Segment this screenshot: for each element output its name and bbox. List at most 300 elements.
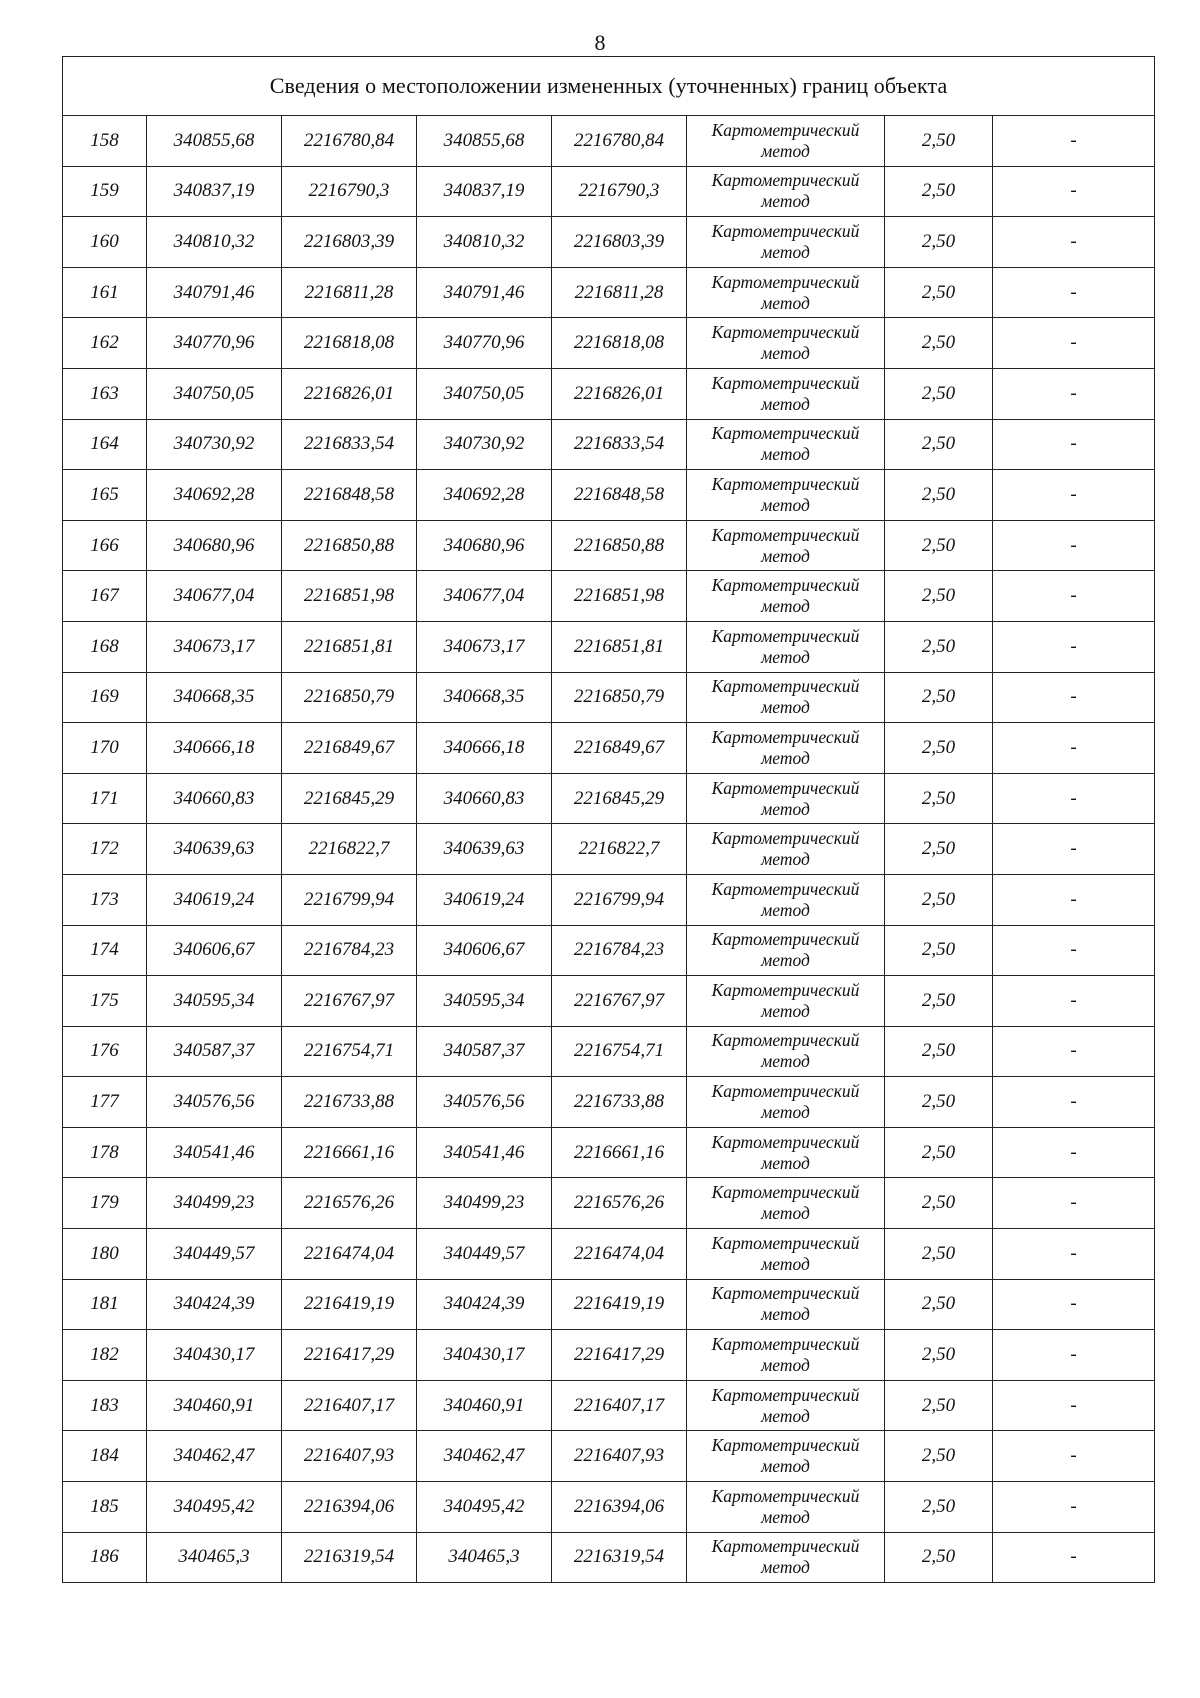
existing-y-cell: 2216803,39	[282, 217, 417, 268]
table-row	[63, 976, 1155, 1027]
method-line-1: Картометрический	[711, 676, 860, 697]
existing-x-cell: 340673,17	[147, 621, 282, 672]
method-line-2: метод	[761, 950, 810, 971]
refined-y-cell: 2216851,98	[552, 571, 687, 622]
accuracy-cell: 2,50	[885, 1077, 993, 1128]
refined-x-cell: 340595,34	[417, 976, 552, 1027]
refined-x-cell: 340587,37	[417, 1026, 552, 1077]
refined-y-cell: 2216733,88	[552, 1077, 687, 1128]
method-line-2: метод	[761, 747, 810, 768]
refined-y-cell: 2216849,67	[552, 723, 687, 774]
method-cell	[687, 571, 885, 622]
refined-x-cell: 340499,23	[417, 1178, 552, 1229]
point-description-cell: -	[993, 1026, 1155, 1077]
method-cell	[687, 1330, 885, 1381]
refined-y-cell: 2216826,01	[552, 368, 687, 419]
table-row	[63, 1431, 1155, 1482]
accuracy-cell: 2,50	[885, 419, 993, 470]
point-description-cell: -	[993, 1178, 1155, 1229]
existing-x-cell: 340465,3	[147, 1532, 282, 1583]
table-row	[63, 1279, 1155, 1330]
refined-y-cell: 2216803,39	[552, 217, 687, 268]
method-line-1: Картометрический	[711, 220, 860, 241]
point-number-cell: 186	[63, 1532, 147, 1583]
existing-y-cell: 2216474,04	[282, 1229, 417, 1280]
existing-x-cell: 340791,46	[147, 267, 282, 318]
existing-x-cell: 340770,96	[147, 318, 282, 369]
accuracy-cell: 2,50	[885, 267, 993, 318]
method-line-1: Картометрический	[711, 828, 860, 849]
refined-x-cell: 340666,18	[417, 723, 552, 774]
point-description-cell: -	[993, 419, 1155, 470]
method-cell	[687, 824, 885, 875]
table-row	[63, 1380, 1155, 1431]
method-line-1: Картометрический	[711, 170, 860, 191]
refined-x-cell: 340770,96	[417, 318, 552, 369]
existing-x-cell: 340692,28	[147, 470, 282, 521]
point-description-cell: -	[993, 621, 1155, 672]
method-line-1: Картометрический	[711, 524, 860, 545]
refined-x-cell: 340424,39	[417, 1279, 552, 1330]
method-line-2: метод	[761, 545, 810, 566]
refined-x-cell: 340837,19	[417, 166, 552, 217]
point-number-cell: 177	[63, 1077, 147, 1128]
method-line-1: Картометрический	[711, 777, 860, 798]
point-number-cell: 164	[63, 419, 147, 470]
point-number-cell: 161	[63, 267, 147, 318]
point-number-cell: 172	[63, 824, 147, 875]
existing-y-cell: 2216811,28	[282, 267, 417, 318]
point-number-cell: 159	[63, 166, 147, 217]
method-line-1: Картометрический	[711, 1334, 860, 1355]
refined-x-cell: 340750,05	[417, 368, 552, 419]
point-number-cell: 180	[63, 1229, 147, 1280]
existing-y-cell: 2216394,06	[282, 1482, 417, 1533]
refined-y-cell: 2216799,94	[552, 874, 687, 925]
table-row	[63, 571, 1155, 622]
refined-x-cell: 340430,17	[417, 1330, 552, 1381]
accuracy-cell: 2,50	[885, 217, 993, 268]
method-cell	[687, 419, 885, 470]
existing-x-cell: 340677,04	[147, 571, 282, 622]
point-number-cell: 167	[63, 571, 147, 622]
existing-y-cell: 2216417,29	[282, 1330, 417, 1381]
refined-y-cell: 2216419,19	[552, 1279, 687, 1330]
method-line-2: метод	[761, 494, 810, 515]
method-cell	[687, 520, 885, 571]
method-line-2: метод	[761, 292, 810, 313]
point-description-cell: -	[993, 217, 1155, 268]
accuracy-cell: 2,50	[885, 520, 993, 571]
point-number-cell: 178	[63, 1127, 147, 1178]
table-row	[63, 520, 1155, 571]
existing-y-cell: 2216818,08	[282, 318, 417, 369]
refined-y-cell: 2216407,93	[552, 1431, 687, 1482]
refined-x-cell: 340660,83	[417, 773, 552, 824]
point-description-cell: -	[993, 571, 1155, 622]
existing-y-cell: 2216851,81	[282, 621, 417, 672]
method-cell	[687, 1077, 885, 1128]
accuracy-cell: 2,50	[885, 368, 993, 419]
refined-y-cell: 2216822,7	[552, 824, 687, 875]
method-line-2: метод	[761, 646, 810, 667]
point-description-cell: -	[993, 1229, 1155, 1280]
method-cell	[687, 1178, 885, 1229]
existing-x-cell: 340639,63	[147, 824, 282, 875]
refined-x-cell: 340677,04	[417, 571, 552, 622]
point-number-cell: 175	[63, 976, 147, 1027]
method-line-1: Картометрический	[711, 271, 860, 292]
existing-y-cell: 2216319,54	[282, 1532, 417, 1583]
existing-x-cell: 340595,34	[147, 976, 282, 1027]
point-description-cell: -	[993, 824, 1155, 875]
method-line-2: метод	[761, 1304, 810, 1325]
refined-y-cell: 2216818,08	[552, 318, 687, 369]
refined-x-cell: 340810,32	[417, 217, 552, 268]
accuracy-cell: 2,50	[885, 470, 993, 521]
point-description-cell: -	[993, 116, 1155, 167]
refined-y-cell: 2216790,3	[552, 166, 687, 217]
existing-x-cell: 340587,37	[147, 1026, 282, 1077]
method-line-2: метод	[761, 191, 810, 212]
method-line-2: метод	[761, 393, 810, 414]
point-description-cell: -	[993, 368, 1155, 419]
existing-y-cell: 2216733,88	[282, 1077, 417, 1128]
method-cell	[687, 368, 885, 419]
method-cell	[687, 672, 885, 723]
accuracy-cell: 2,50	[885, 672, 993, 723]
table-row	[63, 470, 1155, 521]
accuracy-cell: 2,50	[885, 1026, 993, 1077]
method-line-2: метод	[761, 140, 810, 161]
point-number-cell: 184	[63, 1431, 147, 1482]
existing-x-cell: 340424,39	[147, 1279, 282, 1330]
point-number-cell: 174	[63, 925, 147, 976]
refined-x-cell: 340619,24	[417, 874, 552, 925]
point-number-cell: 169	[63, 672, 147, 723]
accuracy-cell: 2,50	[885, 1482, 993, 1533]
accuracy-cell: 2,50	[885, 1127, 993, 1178]
point-number-cell: 171	[63, 773, 147, 824]
existing-y-cell: 2216790,3	[282, 166, 417, 217]
existing-x-cell: 340855,68	[147, 116, 282, 167]
point-description-cell: -	[993, 925, 1155, 976]
method-line-1: Картометрический	[711, 1182, 860, 1203]
method-line-1: Картометрический	[711, 473, 860, 494]
point-number-cell: 170	[63, 723, 147, 774]
method-line-2: метод	[761, 1000, 810, 1021]
existing-y-cell: 2216822,7	[282, 824, 417, 875]
accuracy-cell: 2,50	[885, 773, 993, 824]
method-cell	[687, 925, 885, 976]
method-line-1: Картометрический	[711, 1131, 860, 1152]
table-row	[63, 1178, 1155, 1229]
refined-y-cell: 2216319,54	[552, 1532, 687, 1583]
table-row	[63, 723, 1155, 774]
point-description-cell: -	[993, 1330, 1155, 1381]
point-number-cell: 160	[63, 217, 147, 268]
point-description-cell: -	[993, 1482, 1155, 1533]
method-line-1: Картометрический	[711, 979, 860, 1000]
existing-y-cell: 2216780,84	[282, 116, 417, 167]
existing-y-cell: 2216407,17	[282, 1380, 417, 1431]
point-number-cell: 168	[63, 621, 147, 672]
existing-y-cell: 2216848,58	[282, 470, 417, 521]
refined-x-cell: 340692,28	[417, 470, 552, 521]
table-row	[63, 1229, 1155, 1280]
method-line-2: метод	[761, 1152, 810, 1173]
method-cell	[687, 1431, 885, 1482]
method-line-2: метод	[761, 444, 810, 465]
existing-x-cell: 340730,92	[147, 419, 282, 470]
method-line-1: Картометрический	[711, 423, 860, 444]
refined-x-cell: 340639,63	[417, 824, 552, 875]
existing-x-cell: 340837,19	[147, 166, 282, 217]
method-cell	[687, 1482, 885, 1533]
refined-y-cell: 2216661,16	[552, 1127, 687, 1178]
method-cell	[687, 1026, 885, 1077]
point-description-cell: -	[993, 874, 1155, 925]
method-line-2: метод	[761, 1355, 810, 1376]
method-line-2: метод	[761, 1557, 810, 1578]
existing-y-cell: 2216851,98	[282, 571, 417, 622]
method-line-2: метод	[761, 1203, 810, 1224]
table-row	[63, 116, 1155, 167]
existing-y-cell: 2216754,71	[282, 1026, 417, 1077]
point-description-cell: -	[993, 976, 1155, 1027]
point-number-cell: 173	[63, 874, 147, 925]
point-description-cell: -	[993, 773, 1155, 824]
refined-y-cell: 2216394,06	[552, 1482, 687, 1533]
refined-y-cell: 2216845,29	[552, 773, 687, 824]
method-line-1: Картометрический	[711, 929, 860, 950]
method-line-2: метод	[761, 697, 810, 718]
refined-y-cell: 2216417,29	[552, 1330, 687, 1381]
point-number-cell: 185	[63, 1482, 147, 1533]
refined-y-cell: 2216754,71	[552, 1026, 687, 1077]
refined-x-cell: 340673,17	[417, 621, 552, 672]
point-number-cell: 162	[63, 318, 147, 369]
method-cell	[687, 1279, 885, 1330]
point-description-cell: -	[993, 723, 1155, 774]
existing-y-cell: 2216850,79	[282, 672, 417, 723]
refined-x-cell: 340495,42	[417, 1482, 552, 1533]
method-line-1: Картометрический	[711, 119, 860, 140]
refined-y-cell: 2216767,97	[552, 976, 687, 1027]
accuracy-cell: 2,50	[885, 976, 993, 1027]
point-number-cell: 181	[63, 1279, 147, 1330]
point-number-cell: 176	[63, 1026, 147, 1077]
existing-x-cell: 340810,32	[147, 217, 282, 268]
method-line-1: Картометрический	[711, 575, 860, 596]
refined-x-cell: 340855,68	[417, 116, 552, 167]
existing-y-cell: 2216849,67	[282, 723, 417, 774]
method-line-1: Картометрический	[711, 1435, 860, 1456]
method-cell	[687, 267, 885, 318]
accuracy-cell: 2,50	[885, 824, 993, 875]
refined-y-cell: 2216851,81	[552, 621, 687, 672]
table-row	[63, 368, 1155, 419]
point-number-cell: 179	[63, 1178, 147, 1229]
refined-x-cell: 340606,67	[417, 925, 552, 976]
method-line-2: метод	[761, 1506, 810, 1527]
page-number: 8	[594, 30, 606, 55]
accuracy-cell: 2,50	[885, 1532, 993, 1583]
refined-x-cell: 340460,91	[417, 1380, 552, 1431]
point-number-cell: 183	[63, 1380, 147, 1431]
table-row	[63, 1482, 1155, 1533]
method-line-1: Картометрический	[711, 372, 860, 393]
existing-y-cell: 2216850,88	[282, 520, 417, 571]
point-description-cell: -	[993, 1077, 1155, 1128]
refined-y-cell: 2216407,17	[552, 1380, 687, 1431]
table-row	[63, 925, 1155, 976]
existing-x-cell: 340606,67	[147, 925, 282, 976]
method-line-1: Картометрический	[711, 322, 860, 343]
accuracy-cell: 2,50	[885, 166, 993, 217]
accuracy-cell: 2,50	[885, 1431, 993, 1482]
existing-x-cell: 340460,91	[147, 1380, 282, 1431]
point-description-cell: -	[993, 1279, 1155, 1330]
table-row	[63, 1077, 1155, 1128]
point-number-cell: 158	[63, 116, 147, 167]
method-line-2: метод	[761, 241, 810, 262]
existing-y-cell: 2216845,29	[282, 773, 417, 824]
existing-y-cell: 2216799,94	[282, 874, 417, 925]
refined-x-cell: 340462,47	[417, 1431, 552, 1482]
method-cell	[687, 723, 885, 774]
point-description-cell: -	[993, 1532, 1155, 1583]
point-description-cell: -	[993, 1431, 1155, 1482]
method-line-1: Картометрический	[711, 1283, 860, 1304]
refined-y-cell: 2216850,79	[552, 672, 687, 723]
method-cell	[687, 976, 885, 1027]
accuracy-cell: 2,50	[885, 116, 993, 167]
point-description-cell: -	[993, 1127, 1155, 1178]
point-description-cell: -	[993, 267, 1155, 318]
accuracy-cell: 2,50	[885, 571, 993, 622]
method-line-1: Картометрический	[711, 1081, 860, 1102]
refined-y-cell: 2216474,04	[552, 1229, 687, 1280]
table-row	[63, 824, 1155, 875]
method-line-1: Картометрический	[711, 1536, 860, 1557]
refined-x-cell: 340680,96	[417, 520, 552, 571]
table-row	[63, 672, 1155, 723]
method-cell	[687, 116, 885, 167]
method-cell	[687, 217, 885, 268]
method-cell	[687, 166, 885, 217]
refined-x-cell: 340541,46	[417, 1127, 552, 1178]
refined-x-cell: 340576,56	[417, 1077, 552, 1128]
existing-x-cell: 340619,24	[147, 874, 282, 925]
boundary-coordinates-table	[62, 56, 1155, 1583]
method-cell	[687, 470, 885, 521]
point-description-cell: -	[993, 1380, 1155, 1431]
method-line-1: Картометрический	[711, 1485, 860, 1506]
existing-x-cell: 340495,42	[147, 1482, 282, 1533]
table-row	[63, 267, 1155, 318]
point-description-cell: -	[993, 166, 1155, 217]
table-row	[63, 318, 1155, 369]
table-row	[63, 1532, 1155, 1583]
existing-y-cell: 2216826,01	[282, 368, 417, 419]
existing-y-cell: 2216767,97	[282, 976, 417, 1027]
accuracy-cell: 2,50	[885, 621, 993, 672]
point-description-cell: -	[993, 672, 1155, 723]
refined-y-cell: 2216848,58	[552, 470, 687, 521]
table-row	[63, 1330, 1155, 1381]
table-row	[63, 874, 1155, 925]
method-line-1: Картометрический	[711, 1030, 860, 1051]
method-cell	[687, 1380, 885, 1431]
accuracy-cell: 2,50	[885, 1380, 993, 1431]
method-line-1: Картометрический	[711, 625, 860, 646]
method-line-2: метод	[761, 1253, 810, 1274]
method-cell	[687, 874, 885, 925]
point-number-cell: 182	[63, 1330, 147, 1381]
method-line-2: метод	[761, 596, 810, 617]
method-cell	[687, 1532, 885, 1583]
existing-y-cell: 2216784,23	[282, 925, 417, 976]
existing-y-cell: 2216661,16	[282, 1127, 417, 1178]
method-line-2: метод	[761, 343, 810, 364]
existing-x-cell: 340576,56	[147, 1077, 282, 1128]
method-line-2: метод	[761, 798, 810, 819]
accuracy-cell: 2,50	[885, 1330, 993, 1381]
existing-x-cell: 340541,46	[147, 1127, 282, 1178]
method-line-2: метод	[761, 1456, 810, 1477]
existing-x-cell: 340680,96	[147, 520, 282, 571]
method-line-1: Картометрический	[711, 1384, 860, 1405]
table-row	[63, 1127, 1155, 1178]
method-line-2: метод	[761, 849, 810, 870]
table-row	[63, 419, 1155, 470]
refined-x-cell: 340465,3	[417, 1532, 552, 1583]
existing-y-cell: 2216407,93	[282, 1431, 417, 1482]
table-row	[63, 217, 1155, 268]
refined-y-cell: 2216811,28	[552, 267, 687, 318]
method-cell	[687, 1229, 885, 1280]
refined-y-cell: 2216833,54	[552, 419, 687, 470]
refined-x-cell: 340449,57	[417, 1229, 552, 1280]
table-row	[63, 621, 1155, 672]
method-line-2: метод	[761, 899, 810, 920]
existing-y-cell: 2216833,54	[282, 419, 417, 470]
method-cell	[687, 318, 885, 369]
method-line-1: Картометрический	[711, 1232, 860, 1253]
table-row	[63, 1026, 1155, 1077]
point-description-cell: -	[993, 470, 1155, 521]
table-row	[63, 773, 1155, 824]
table-title-row	[63, 57, 1155, 116]
accuracy-cell: 2,50	[885, 1178, 993, 1229]
point-number-cell: 166	[63, 520, 147, 571]
existing-y-cell: 2216419,19	[282, 1279, 417, 1330]
method-line-2: метод	[761, 1051, 810, 1072]
accuracy-cell: 2,50	[885, 723, 993, 774]
method-cell	[687, 773, 885, 824]
refined-y-cell: 2216780,84	[552, 116, 687, 167]
refined-y-cell: 2216576,26	[552, 1178, 687, 1229]
accuracy-cell: 2,50	[885, 1229, 993, 1280]
method-cell	[687, 1127, 885, 1178]
accuracy-cell: 2,50	[885, 925, 993, 976]
refined-x-cell: 340730,92	[417, 419, 552, 470]
existing-x-cell: 340499,23	[147, 1178, 282, 1229]
accuracy-cell: 2,50	[885, 318, 993, 369]
existing-x-cell: 340430,17	[147, 1330, 282, 1381]
existing-x-cell: 340750,05	[147, 368, 282, 419]
